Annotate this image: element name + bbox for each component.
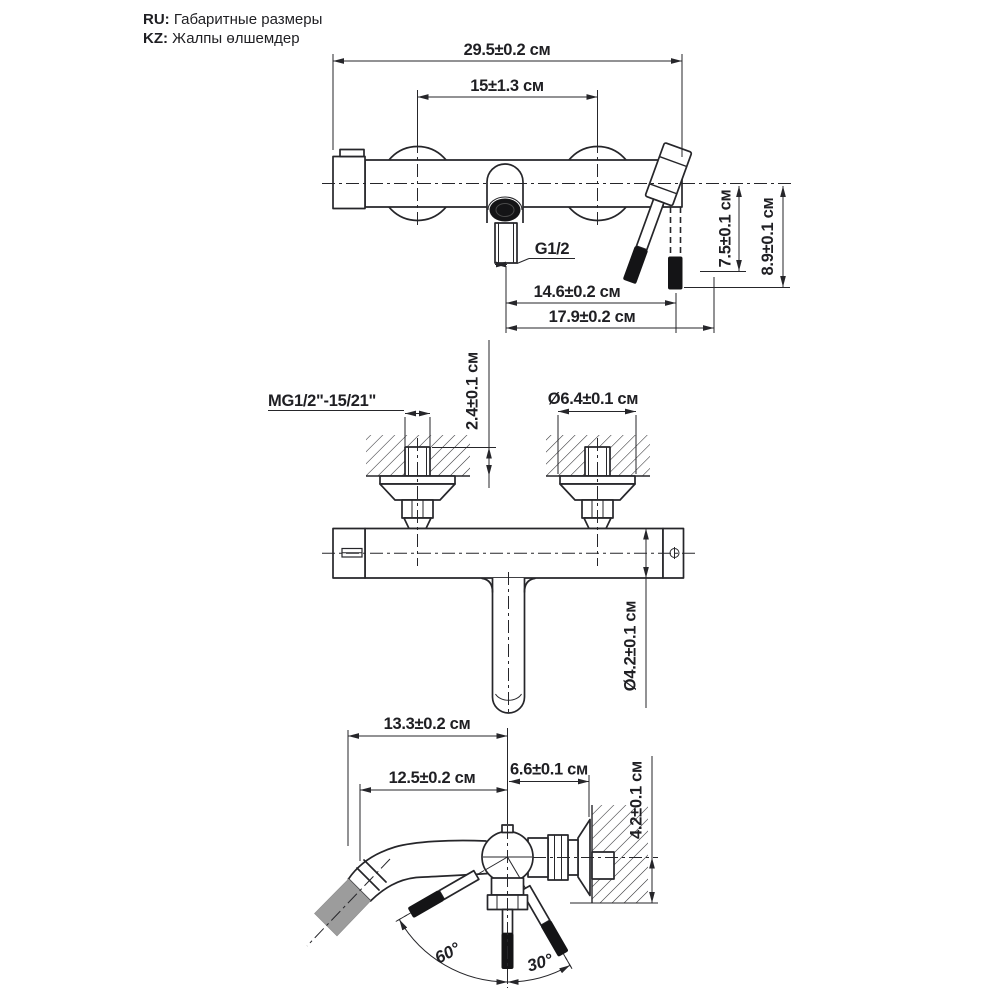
left-end-tab <box>340 150 364 157</box>
legend-kz-label: KZ: <box>143 29 168 47</box>
dim-flange-offset: 4.2±0.1 см <box>627 761 646 839</box>
legend-ru-label: RU: <box>143 11 170 28</box>
shower-grip-tilted <box>623 246 648 285</box>
shower-handle-vertical <box>668 207 683 290</box>
dim-center-to-wall: 6.6±0.1 см <box>510 760 588 779</box>
legend-kz-text: Жалпы өлшемдер <box>172 29 300 47</box>
dim-handle-angle-open: 60° <box>431 938 464 968</box>
dim-flange-diameter: Ø6.4±0.1 см <box>547 390 639 408</box>
dim-overall-width: 29.5±0.2 см <box>463 41 551 59</box>
left-end-cap <box>333 157 365 209</box>
dim-wall-thread: MG1/2"-15/21" <box>268 392 377 410</box>
dim-shower-tip-depth: 8.9±0.1 см <box>759 197 777 276</box>
dim-spout-reach-outer: 13.3±0.2 см <box>383 715 471 733</box>
side-view <box>307 715 658 988</box>
aerator <box>490 199 521 222</box>
shower-grip-vertical <box>668 257 683 290</box>
top-view <box>322 41 795 333</box>
spout-tip <box>315 879 371 936</box>
dim-wall-clearance: 2.4±0.1 см <box>463 352 482 430</box>
tub-spout <box>307 841 489 946</box>
dim-body-diameter: Ø4.2±0.1 см <box>621 600 640 692</box>
legend-ru-text: Габаритные размеры <box>173 11 323 28</box>
dim-center-to-shower-tip: 17.9±0.2 см <box>548 308 636 326</box>
front-view <box>268 340 696 716</box>
spout-outlet <box>487 164 523 263</box>
dim-handle-centers: 15±1.3 см <box>470 77 544 95</box>
lever-60 <box>393 865 487 926</box>
dim-shower-depth: 7.5±0.1 см <box>716 189 735 268</box>
dim-outlet-thread: G1/2 <box>534 240 570 258</box>
dim-spout-reach: 12.5±0.2 см <box>388 769 476 787</box>
dim-handle-angle-close: 30° <box>524 949 555 976</box>
dim-center-to-shower: 14.6±0.2 см <box>533 283 621 301</box>
